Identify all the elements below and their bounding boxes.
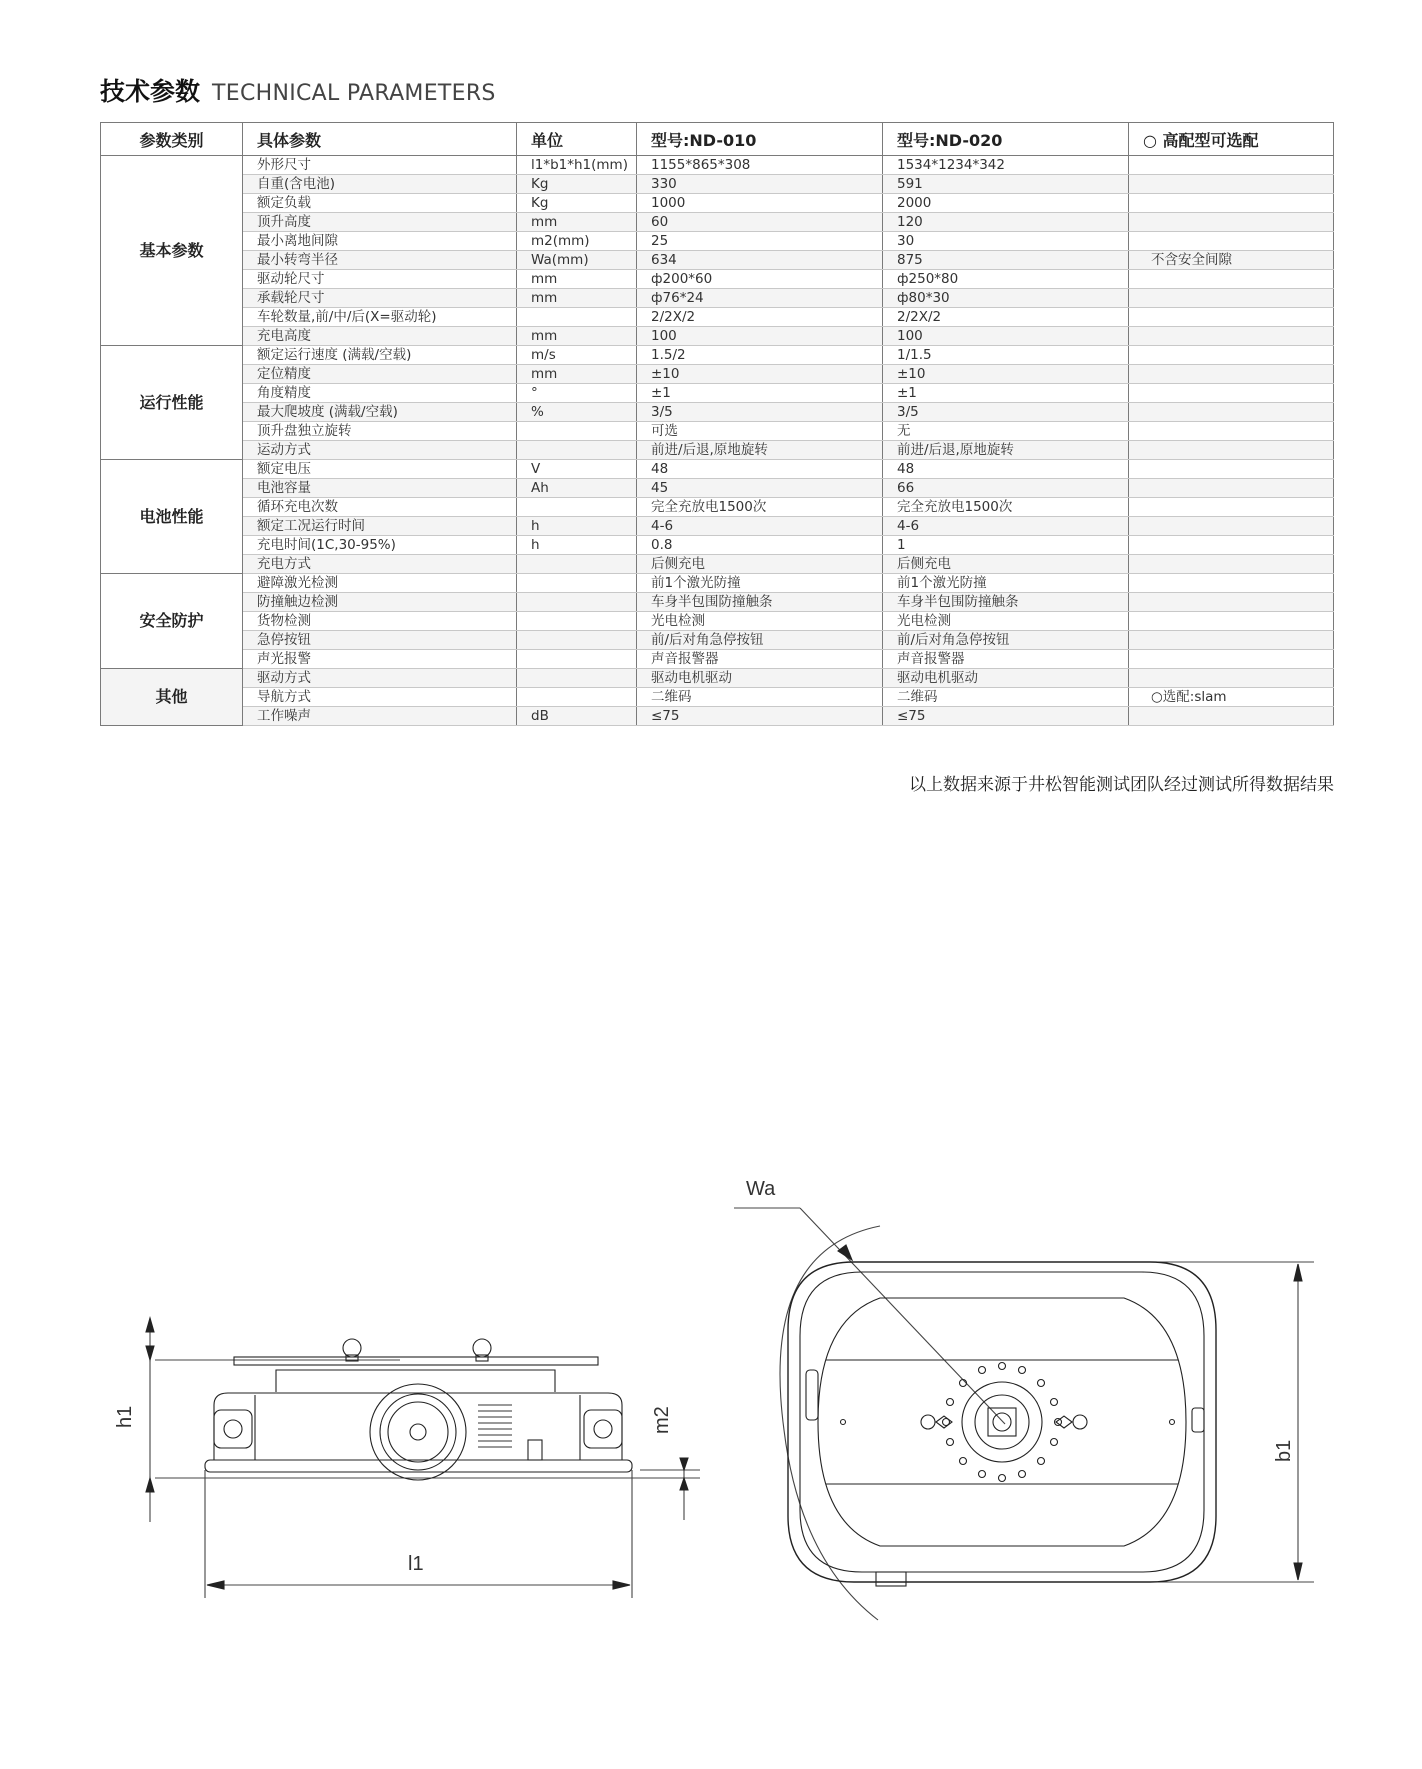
nd020-value-cell: 48 — [883, 460, 1129, 479]
nd010-value-cell: ±10 — [637, 365, 883, 384]
nd020-value-cell: 前/后对角急停按钮 — [883, 631, 1129, 650]
dim-label-l1: l1 — [408, 1553, 424, 1575]
nd020-value-cell: ±10 — [883, 365, 1129, 384]
nd010-value-cell: 634 — [637, 251, 883, 270]
nd010-value-cell: ф200*60 — [637, 270, 883, 289]
unit-cell: ° — [517, 384, 637, 403]
param-cell: 充电高度 — [243, 327, 517, 346]
nd010-value-cell: 48 — [637, 460, 883, 479]
param-cell: 外形尺寸 — [243, 156, 517, 175]
nd010-value-cell: 25 — [637, 232, 883, 251]
dim-label-h1: h1 — [114, 1405, 136, 1428]
param-cell: 充电方式 — [243, 555, 517, 574]
header-category: 参数类别 — [101, 123, 243, 156]
heading-en: TECHNICAL PARAMETERS — [212, 81, 496, 106]
nd020-value-cell: 二维码 — [883, 688, 1129, 707]
param-cell: 额定电压 — [243, 460, 517, 479]
nd010-value-cell: 前进/后退,原地旋转 — [637, 441, 883, 460]
nd010-value-cell: 100 — [637, 327, 883, 346]
nd010-value-cell: 声音报警器 — [637, 650, 883, 669]
param-cell: 急停按钮 — [243, 631, 517, 650]
unit-cell: mm — [517, 365, 637, 384]
nd020-value-cell: 前1个激光防撞 — [883, 574, 1129, 593]
nd010-value-cell: ≤75 — [637, 707, 883, 726]
nd020-value-cell: ф250*80 — [883, 270, 1129, 289]
unit-cell: Ah — [517, 479, 637, 498]
nd020-value-cell: 声音报警器 — [883, 650, 1129, 669]
header-unit: 单位 — [517, 123, 637, 156]
nd020-value-cell: 100 — [883, 327, 1129, 346]
param-cell: 定位精度 — [243, 365, 517, 384]
param-cell: 承载轮尺寸 — [243, 289, 517, 308]
nd010-value-cell: ±1 — [637, 384, 883, 403]
nd020-value-cell: 591 — [883, 175, 1129, 194]
nd010-value-cell: 后侧充电 — [637, 555, 883, 574]
unit-cell: dB — [517, 707, 637, 726]
nd020-value-cell: 2000 — [883, 194, 1129, 213]
nd020-value-cell: 3/5 — [883, 403, 1129, 422]
nd020-value-cell: 车身半包围防撞触条 — [883, 593, 1129, 612]
param-cell: 额定负载 — [243, 194, 517, 213]
param-cell: 最小离地间隙 — [243, 232, 517, 251]
nd010-value-cell: 1155*865*308 — [637, 156, 883, 175]
unit-cell: l1*b1*h1(mm) — [517, 156, 637, 175]
nd010-value-cell: 可选 — [637, 422, 883, 441]
param-cell: 驱动方式 — [243, 669, 517, 688]
unit-cell: m/s — [517, 346, 637, 365]
unit-cell: mm — [517, 289, 637, 308]
nd020-value-cell: 120 — [883, 213, 1129, 232]
nd010-value-cell: 光电检测 — [637, 612, 883, 631]
unit-cell: mm — [517, 327, 637, 346]
category-cell: 安全防护 — [101, 574, 243, 669]
nd010-value-cell: 1.5/2 — [637, 346, 883, 365]
option-cell: 不含安全间隙 — [1129, 251, 1334, 270]
param-cell: 顶升盘独立旋转 — [243, 422, 517, 441]
nd020-value-cell: 完全充放电1500次 — [883, 498, 1129, 517]
nd020-value-cell: 2/2X/2 — [883, 308, 1129, 327]
unit-cell: h — [517, 517, 637, 536]
unit-cell: m2(mm) — [517, 232, 637, 251]
nd010-value-cell: 1000 — [637, 194, 883, 213]
nd020-value-cell: 驱动电机驱动 — [883, 669, 1129, 688]
nd020-value-cell: 1534*1234*342 — [883, 156, 1129, 175]
option-cell: ○选配:slam — [1129, 688, 1334, 707]
nd020-value-cell: ≤75 — [883, 707, 1129, 726]
header-param: 具体参数 — [243, 123, 517, 156]
nd010-value-cell: 0.8 — [637, 536, 883, 555]
param-cell: 导航方式 — [243, 688, 517, 707]
param-cell: 充电时间(1C,30-95%) — [243, 536, 517, 555]
nd010-value-cell: 驱动电机驱动 — [637, 669, 883, 688]
nd010-value-cell: 330 — [637, 175, 883, 194]
nd010-value-cell: 完全充放电1500次 — [637, 498, 883, 517]
nd010-value-cell: 60 — [637, 213, 883, 232]
category-cell: 运行性能 — [101, 346, 243, 460]
param-cell: 顶升高度 — [243, 213, 517, 232]
nd020-value-cell: 后侧充电 — [883, 555, 1129, 574]
unit-cell: V — [517, 460, 637, 479]
nd020-value-cell: 1/1.5 — [883, 346, 1129, 365]
nd010-value-cell: ф76*24 — [637, 289, 883, 308]
header-model-nd010: 型号:ND-010 — [637, 123, 883, 156]
param-cell: 角度精度 — [243, 384, 517, 403]
unit-cell: Kg — [517, 175, 637, 194]
nd020-value-cell: 前进/后退,原地旋转 — [883, 441, 1129, 460]
category-cell: 基本参数 — [101, 156, 243, 346]
nd020-value-cell: 66 — [883, 479, 1129, 498]
nd010-value-cell: 前1个激光防撞 — [637, 574, 883, 593]
param-cell: 自重(含电池) — [243, 175, 517, 194]
nd020-value-cell: 光电检测 — [883, 612, 1129, 631]
nd020-value-cell: 875 — [883, 251, 1129, 270]
nd010-value-cell: 车身半包围防撞触条 — [637, 593, 883, 612]
header-optional: ○ 高配型可选配 — [1129, 123, 1334, 156]
heading-cn: 技术参数 — [100, 77, 201, 106]
nd020-value-cell: 4-6 — [883, 517, 1129, 536]
nd020-value-cell: ф80*30 — [883, 289, 1129, 308]
unit-cell: Wa(mm) — [517, 251, 637, 270]
param-cell: 货物检测 — [243, 612, 517, 631]
category-cell: 电池性能 — [101, 460, 243, 574]
param-cell: 车轮数量,前/中/后(X=驱动轮) — [243, 308, 517, 327]
nd020-value-cell: 30 — [883, 232, 1129, 251]
dim-label-wa: Wa — [746, 1178, 776, 1200]
source-note: 以上数据来源于井松智能测试团队经过测试所得数据结果 — [909, 775, 1334, 795]
param-cell: 额定工况运行时间 — [243, 517, 517, 536]
nd020-value-cell: 1 — [883, 536, 1129, 555]
nd020-value-cell: 无 — [883, 422, 1129, 441]
param-cell: 额定运行速度 (满载/空载) — [243, 346, 517, 365]
nd010-value-cell: 前/后对角急停按钮 — [637, 631, 883, 650]
param-cell: 避障激光检测 — [243, 574, 517, 593]
param-cell: 循环充电次数 — [243, 498, 517, 517]
param-cell: 最大爬坡度 (满载/空载) — [243, 403, 517, 422]
nd010-value-cell: 3/5 — [637, 403, 883, 422]
nd010-value-cell: 2/2X/2 — [637, 308, 883, 327]
dim-label-m2: m2 — [651, 1406, 673, 1434]
param-cell: 驱动轮尺寸 — [243, 270, 517, 289]
param-cell: 工作噪声 — [243, 707, 517, 726]
category-cell: 其他 — [101, 669, 243, 726]
param-cell: 防撞触边检测 — [243, 593, 517, 612]
unit-cell: h — [517, 536, 637, 555]
top-view — [734, 1208, 1314, 1620]
nd010-value-cell: 二维码 — [637, 688, 883, 707]
unit-cell: mm — [517, 270, 637, 289]
header-model-nd020: 型号:ND-020 — [883, 123, 1129, 156]
param-cell: 声光报警 — [243, 650, 517, 669]
unit-cell: % — [517, 403, 637, 422]
nd010-value-cell: 45 — [637, 479, 883, 498]
param-cell: 最小转弯半径 — [243, 251, 517, 270]
param-cell: 运动方式 — [243, 441, 517, 460]
nd020-value-cell: ±1 — [883, 384, 1129, 403]
unit-cell: mm — [517, 213, 637, 232]
unit-cell: Kg — [517, 194, 637, 213]
param-cell: 电池容量 — [243, 479, 517, 498]
dim-label-b1: b1 — [1273, 1439, 1295, 1462]
nd010-value-cell: 4-6 — [637, 517, 883, 536]
